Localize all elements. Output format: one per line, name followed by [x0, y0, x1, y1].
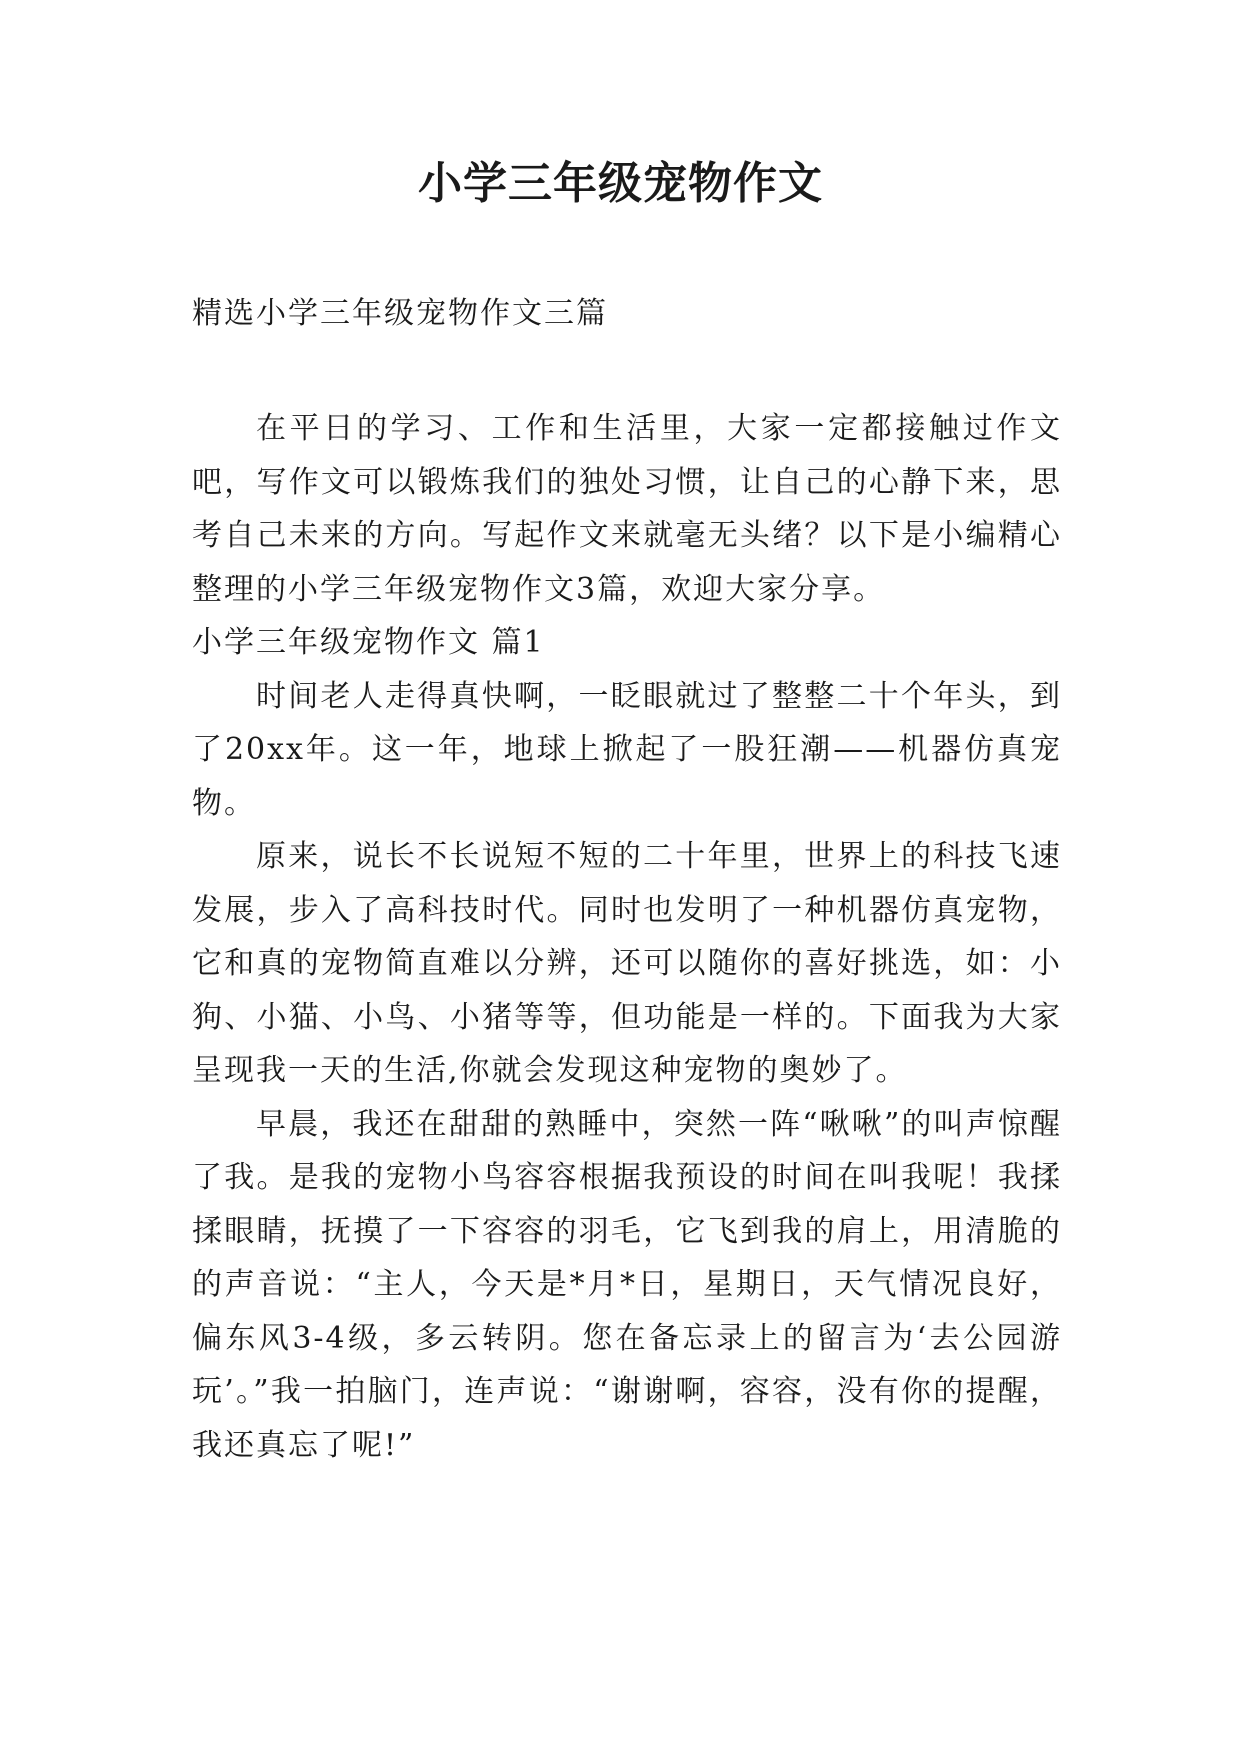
body-paragraph: 时间老人走得真快啊，一眨眼就过了整整二十个年头，到了20xx年。这一年，地球上掀起了一股狂潮——机器仿真宠物。 [192, 678, 1062, 821]
section-heading: 小学三年级宠物作文 篇1 [192, 625, 545, 660]
document-subtitle: 精选小学三年级宠物作文三篇 [192, 296, 608, 331]
document-title: 小学三年级宠物作文 [418, 158, 823, 209]
intro-paragraph: 在平日的学习、工作和生活里，大家一定都接触过作文吧，写作文可以锻炼我们的独处习惯，让自己的心静下来，思考自己未来的方向。写起作文来就毫无头绪？以下是小编精心整理的小学三年级宠物作文3篇，欢迎大家分享。 [192, 411, 1062, 607]
document-body [192, 402, 1062, 1472]
body-paragraph: 原来，说长不长说短不短的二十年里，世界上的科技飞速发展，步入了高科技时代。同时也发明了一种机器仿真宠物，它和真的宠物简直难以分辨，还可以随你的喜好挑选，如：小狗、小猫、小鸟、小猪等等，但功能是一样的。下面我为大家呈现我一天的生活,你就会发现这种宠物的奥妙了。 [192, 839, 1062, 1088]
body-paragraph: 早晨，我还在甜甜的熟睡中，突然一阵“啾啾”的叫声惊醒了我。是我的宠物小鸟容容根据我预设的时间在叫我呢！我揉揉眼睛，抚摸了一下容容的羽毛，它飞到我的肩上，用清脆的的声音说：“主人，今天是*月*日，星期日，天气情况良好，偏东风3-4级，多云转阴。您在备忘录上的留言为‘去公园游玩’。”我一拍脑门，连声说：“谢谢啊，容容，没有你的提醒，我还真忘了呢!” [192, 1106, 1062, 1463]
